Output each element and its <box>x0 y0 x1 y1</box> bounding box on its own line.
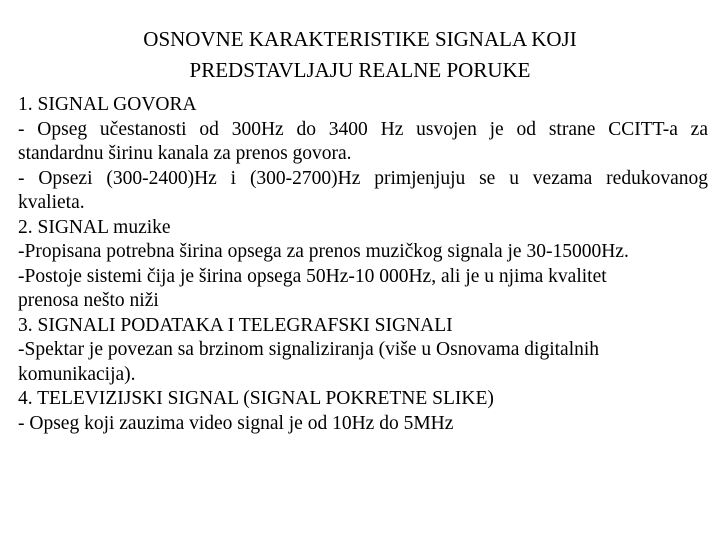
body-line: standardnu širinu kanala za prenos govora. <box>18 143 352 164</box>
title-line-2: PREDSTAVLJAJU REALNE PORUKE <box>189 58 531 82</box>
title-line-1: OSNOVNE KARAKTERISTIKE SIGNALA KOJI <box>143 27 577 51</box>
body-line: prenosa nešto niži <box>18 290 159 311</box>
body-line: - Opsezi (300-2400)Hz i (300-2700)Hz primjenjuju se u vezama redukovanog <box>18 167 708 189</box>
body-line: komunikacija). <box>18 363 136 385</box>
body-line: -Postoje sistemi čija je širina opsega 50Hz-10 000Hz, ali je u njima kvalitet <box>18 265 607 287</box>
section-heading-podaci: 3. SIGNALI PODATAKA I TELEGRAFSKI SIGNALI <box>18 314 453 336</box>
body-line: -Propisana potrebna širina opsega za prenos muzičkog signala je 30-15000Hz. <box>18 241 629 262</box>
body-line: - Opseg koji zauzima video signal je od 10Hz do 5MHz <box>18 412 454 434</box>
section-heading-muzika: 2. SIGNAL muzike <box>18 216 171 238</box>
body-line: -Spektar je povezan sa brzinom signaliziranja (više u Osnovama digitalnih <box>18 339 600 360</box>
slide-title <box>0 24 720 86</box>
slide-body <box>18 93 708 436</box>
section-heading-televizija: 4. TELEVIZIJSKI SIGNAL (SIGNAL POKRETNE SLIKE) <box>18 388 494 409</box>
body-line: - Opseg učestanosti od 300Hz do 3400 Hz usvojen je od strane CCITT-a za <box>18 118 708 140</box>
section-heading-govor: 1. SIGNAL GOVORA <box>18 94 197 115</box>
body-line: kvalieta. <box>18 192 85 213</box>
